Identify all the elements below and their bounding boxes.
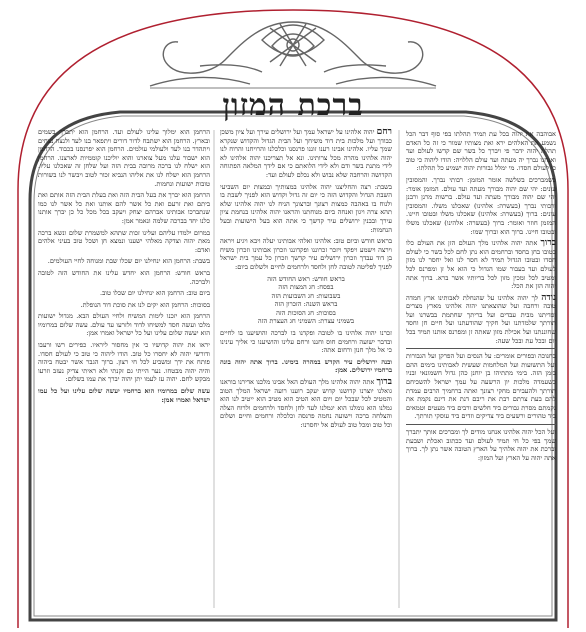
host-blessing: הרחמן הוא יברך את בעל הבית הזה ואת בעלת הבית הזה אותם ואת ביתם ואת זרעם ואת כל אשר להם אותנו ואת כל אשר לנו כמו שנתברכו אבותינו אברהם יצחק ויעקב בכל מכל כל כן יברך אותנו כלנו יחד בברכה שלמה ונאמר אמן: bbox=[38, 191, 210, 225]
migdol-text: הרחמן הוא יזכנו לימות המשיח ולחיי העולם הבא. מגדול ישועות מלכו ועשה חסד למשיחו לדוד ולזרעו עד עולם. עשה שלום במרומיו הוא יעשה שלום עלינו ועל כל ישראל ואמרו אמן: bbox=[38, 312, 210, 338]
bracha-rachem bbox=[220, 128, 392, 180]
bracha-hazan-lead: ברוך bbox=[540, 238, 556, 249]
yiru-text: יראו את יהוה קדושיו כי אין מחסור ליראיו. כפירים רשו ורעבו ודורשי יהוה לא יחסרו כל טוב. הודו ליהוה כי טוב כי לעולם חסדו. פותח את ידך ומשביע לכל חי רצון. ברוך הגבר אשר יבטח ביהוה והיה יהוה מבטחו. נער הייתי גם זקנתי ולא ראיתי צדיק נעזב וזרעו מבקש לחם. יהוה עז לעמו יתן יהוה יברך את עמו בשלום: bbox=[38, 341, 210, 384]
yom-tov-line: ביום טוב: הרחמן הוא ינחילנו יום שכלו טוב. bbox=[100, 289, 210, 298]
oseh-shalom-text: עשה שלום במרומיו הוא ברחמיו יעשה שלום עלינו ועל כל עמו ישראל ואמרו אמן: bbox=[38, 387, 210, 404]
sukkot-line: בסוכות: הרחמן הוא יקים לנו את סוכת דוד הנופלת. bbox=[80, 300, 210, 309]
yaaleh-note: בראש חודש וביום טוב: אלהינו ואלהי אבותינו יעלה ויבא ויגיע ויראה וירצה וישמע ויפקד ויזכר זכרוננו ופקדוננו וזכרון אבותינו וזכרון משיח בן דוד עבדך וזכרון ירושלים עיר קדשך וזכרון כל עמך בית ישראל לפניך לפליטה לטובה לחן ולחסד ולרחמים לחיים ולשלום ביום: bbox=[220, 237, 392, 271]
bamarom-text: במרום ילמדו עליהם ועלינו זכות שתהא למשמרת שלום ונשא ברכה מאת יהוה וצדקה מאלהי ישענו ונמצא חן ושכל טוב בעיני אלהים ואדם: bbox=[38, 228, 210, 254]
left-column bbox=[38, 128, 210, 610]
holiday-line: בסוכות: חג הסוכות הזה bbox=[276, 308, 336, 317]
bracha-hatov-lead: ברוך bbox=[376, 377, 392, 388]
ornament-icon bbox=[150, 22, 436, 86]
bracha-hatov-text: אתה יהוה אלהינו מלך העולם האל אבינו מלכנו אדירנו בוראנו גואלנו יוצרנו קדושנו קדוש יעקב רוענו רועה ישראל המלך הטוב והמטיב לכל שבכל יום ויום הוא הטיב הוא מטיב הוא ייטיב לנו הוא גמלנו הוא גומלנו הוא יגמלנו לעד לחן ולחסד ולרחמים ולרוח הצלה והצלחה ברכה וישועה נחמה פרנסה וכלכלה ורחמים וחיים ושלום וכל טוב ומכל טוב לעולם אל יחסרנו: bbox=[220, 378, 392, 429]
intro-text: אבוהבה את יהוה בכל עת תמיד תהלתו בפי סוף דבר הכל נשמע את האלהים ירא ואת מצותיו שמור כי זה כל האדם תהלת יהוה ידבר פי ויברך כל בשר שם קדשו לעולם ועד ואנחנו נברך יה מעתה ועד עולם הללויה: הודו ליהוה כי טוב כי לעולם חסדו. מי ימלל גבורות יהוה ישמיע כל תהלתו: bbox=[406, 130, 556, 173]
bracha-haaretz-text: לך יהוה אלהינו על שהנחלת לאבותינו ארץ חמדה טובה ורחבה ועל שהוצאתנו יהוה אלהינו מארץ מצרים ופדיתנו מבית עבדים ועל בריתך שחתמת בבשרנו ועל תורתך שלמדתנו ועל חקיך שהודעתנו ועל חיים חן וחסד שחוננתנו ועל אכילת מזון שאתה זן ומפרנס אותנו תמיד בכל יום ובכל עת ובכל שעה: bbox=[406, 293, 556, 345]
right-column bbox=[406, 130, 556, 612]
bracha-haaretz bbox=[406, 294, 556, 346]
holiday-line: בראש השנה: הזכרון הזה bbox=[274, 300, 338, 309]
holiday-line: בפסח: חג המצות הזה bbox=[278, 283, 334, 292]
bracha-hazan-text: אתה יהוה אלהינו מלך העולם הזן את העולם כלו בטובו בחן בחסד וברחמים הוא נתן לחם לכל בשר כי לעולם חסדו ובטובו הגדול תמיד לא חסר לנו ואל יחסר לנו מזון לעולם ועד בעבור שמו הגדול כי הוא אל זן ומפרנס לכל ומטיב לכל ומכין מזון לכל בריותיו אשר ברא. ברוך אתה יהוה הזן את הכל: bbox=[406, 239, 556, 291]
middle-column bbox=[220, 128, 392, 610]
rosh-chodesh-line: בראש חודש: הרחמן הוא יחדש עלינו את החודש הזה לטובה ולברכה. bbox=[38, 268, 210, 286]
bracha-hazan bbox=[406, 239, 556, 291]
holiday-line: בשבועות: חג השבועות הזה bbox=[271, 291, 341, 300]
yaaleh-end: זכרנו יהוה אלהינו בו לטובה ופקדנו בו לברכה והושיענו בו לחיים ובדבר ישועה ורחמים חוס וחננו ורחם עלינו והושיענו כי אליך עינינו כי אל מלך חנון ורחום אתה: bbox=[220, 329, 392, 355]
closing-text: ועל הכל יהוה אלהינו אנחנו מודים לך ומברכים אותך יתברך שמך בפי כל חי תמיד לעולם ועד ככתוב ואכלת ושבעת וברכת את יהוה אלהיך על הארץ הטובה אשר נתן לך. ברוך אתה יהוה על הארץ ועל המזון: bbox=[406, 428, 556, 462]
harachaman-text: הרחמן הוא ימלוך עלינו לעולם ועד. הרחמן הוא יתברך בשמים ובארץ. הרחמן הוא ישתבח לדור דורים ויתפאר בנו לעד ולנצח נצחים ויתהדר בנו לעד ולעולמי עולמים. הרחמן הוא יפרנסנו בכבוד. הרחמן הוא ישבור עלנו מעל צוארנו והוא יוליכנו קוממיות לארצנו. הרחמן הוא ישלח לנו ברכה מרובה בבית הזה ועל שלחן זה שאכלנו עליו. הרחמן הוא ישלח לנו את אליהו הנביא זכור לטוב ויבשר לנו בשורות טובות ישועות ונחמות. bbox=[38, 128, 210, 188]
uvneh-text: ובנה ירושלים עיר הקדש במהרה בימינו. ברוך אתה יהוה בונה ברחמיו ירושלים. אמן: bbox=[220, 357, 392, 375]
retzeh-note: בשבת: רצה והחליצנו יהוה אלהינו במצותיך ובמצות יום השביעי השבת הגדול והקדוש הזה כי יום זה גדול וקדוש הוא לפניך לשבת בו ולנוח בו באהבה כמצות רצונך וברצונך הניח לנו יהוה אלהינו שלא תהא צרה ויגון ואנחה ביום מנוחתנו והראנו יהוה אלהינו בנחמת ציון עירך ובבנין ירושלים עיר קדשך כי אתה הוא בעל הישועות ובעל הנחמות: bbox=[220, 182, 392, 234]
holiday-list bbox=[220, 275, 392, 327]
zimun-note: כשמברכים בשלשה אומר המזמן: רבותי נברך. והמסובין עונים: יהי שם יהוה מבורך מעתה ועד עולם. המזמן אומר: יהי שם יהוה מבורך מעתה ועד עולם. ברשות מרנן ורבנן ורבותי נברך (בעשרה: אלהינו) שאכלנו משלו. והמסובין עונים: ברוך (בעשרה: אלהינו) שאכלנו משלו ובטובו חיינו. המזמן חוזר ואומר: ברוך (בעשרה: אלהינו) שאכלנו משלו ובטובו חיינו. ברוך הוא וברוך שמו: bbox=[406, 175, 556, 236]
al-hanisim-text: בחנוכה ובפורים אומרים: על הנסים ועל הפרקן ועל הגבורות ועל התשועות ועל המלחמות שעשית לאבותינו בימים ההם בזמן הזה. בימי מתתיהו בן יוחנן כהן גדול חשמונאי ובניו כשעמדה מלכות יון הרשעה על עמך ישראל להשכיחם תורתך ולהעבירם מחקי רצונך ואתה ברחמיך הרבים עמדת להם בעת צרתם רבת את ריבם דנת את דינם נקמת את נקמתם מסרת גבורים ביד חלשים ורבים ביד מעטים וטמאים ביד טהורים ורשעים ביד צדיקים וזדים ביד עוסקי תורתך. bbox=[406, 352, 556, 421]
page-title: ברכת המזון bbox=[222, 88, 364, 123]
holiday-line: בראש חודש: ראש החודש הזה bbox=[267, 274, 345, 283]
bracha-haaretz-lead: נודה bbox=[541, 292, 556, 303]
bracha-rachem-lead: רחם bbox=[376, 128, 392, 137]
holiday-line: בשמיני עצרת: השמיני חג העצרת הזה bbox=[257, 317, 355, 326]
shabbat-line: בשבת: הרחמן הוא ינחילנו יום שכלו שבת ומנוחה לחיי העולמים. bbox=[47, 257, 210, 266]
bracha-rachem-text: יהוה אלהינו על ישראל עמך ועל ירושלים עירך ועל ציון משכן כבודך ועל מלכות בית דוד משיחך ועל הבית הגדול והקדוש שנקרא שמך עליו. אלהינו אבינו רענו זוננו פרנסנו וכלכלנו והרויחנו והרוח לנו יהוה אלהינו מהרה מכל צרותינו. ונא אל תצריכנו יהוה אלהינו לא לידי מתנת בשר ודם ולא לידי הלואתם כי אם לידך המלאה הפתוחה הקדושה והרחבה שלא נבוש ולא נכלם לעולם ועד: bbox=[220, 128, 392, 179]
bracha-hatov bbox=[220, 378, 392, 430]
